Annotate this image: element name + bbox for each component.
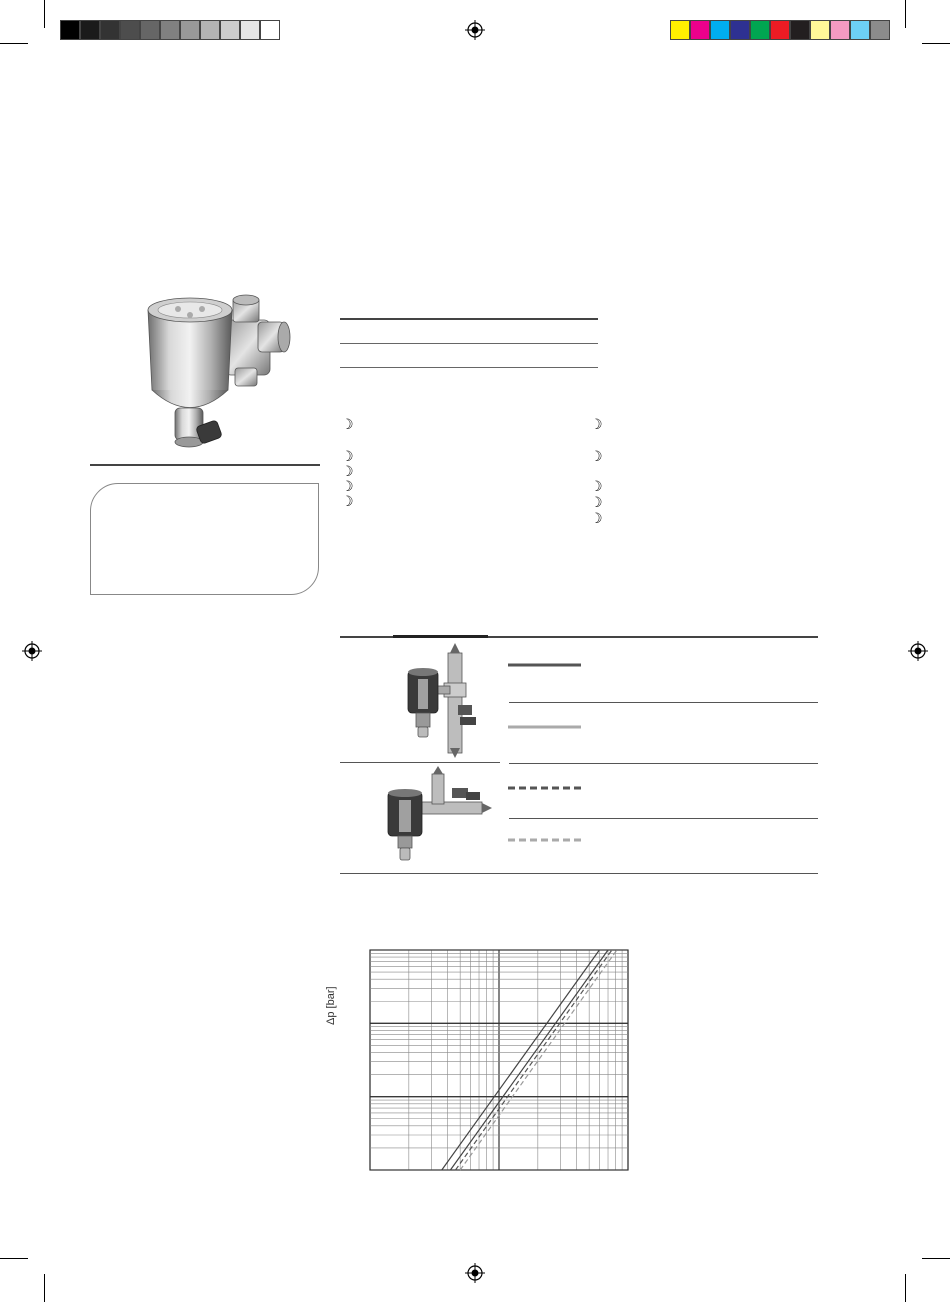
bullet-marker-right-5: ☽ — [590, 511, 603, 527]
pressure-drop-chart — [368, 948, 628, 1170]
color-swatch — [670, 20, 690, 40]
gray-swatch — [160, 20, 180, 40]
spec-table-row-rule-1 — [340, 343, 598, 344]
crop-mark-top-left-v — [44, 0, 45, 28]
chart-series-line — [460, 950, 617, 1170]
bullet-marker-left-4: ☽ — [341, 479, 354, 495]
color-swatch — [690, 20, 710, 40]
gray-swatch — [260, 20, 280, 40]
info-box — [90, 483, 319, 595]
crop-mark-bottom-right-v — [905, 1274, 906, 1302]
gray-swatch — [120, 20, 140, 40]
crop-mark-bottom-left-v — [44, 1274, 45, 1302]
color-swatch — [770, 20, 790, 40]
horizontal-installation-image — [382, 766, 492, 866]
bullet-marker-right-1: ☽ — [590, 417, 603, 433]
color-swatch — [730, 20, 750, 40]
gray-swatch — [60, 20, 80, 40]
chart-series-line — [442, 950, 600, 1170]
photo-rule — [90, 464, 320, 466]
bullet-marker-right-2: ☽ — [590, 449, 603, 465]
bullet-marker-right-3: ☽ — [590, 479, 603, 495]
color-swatch — [850, 20, 870, 40]
gray-swatch — [200, 20, 220, 40]
crop-mark-top-right-h — [922, 43, 950, 44]
install-table-divider-mid-left — [340, 762, 500, 763]
registration-mark-right — [908, 641, 928, 661]
gray-swatch — [220, 20, 240, 40]
registration-mark-bottom — [465, 1263, 485, 1283]
color-swatch — [830, 20, 850, 40]
gray-swatch — [240, 20, 260, 40]
gray-swatch — [100, 20, 120, 40]
bullet-marker-right-4: ☽ — [590, 495, 603, 511]
install-table-bottom-rule — [340, 873, 818, 874]
crop-mark-top-right-v — [905, 0, 906, 28]
crop-mark-bottom-left-h — [0, 1258, 28, 1259]
spec-table-top-rule — [340, 318, 598, 320]
legend-line-samples — [508, 660, 588, 850]
gray-swatch — [180, 20, 200, 40]
crop-mark-bottom-right-h — [922, 1258, 950, 1259]
spec-table-row-rule-2 — [340, 367, 598, 368]
bullet-marker-left-1: ☽ — [341, 417, 354, 433]
vertical-installation-image — [400, 643, 490, 758]
gray-swatch — [80, 20, 100, 40]
color-swatch — [790, 20, 810, 40]
color-swatch — [870, 20, 890, 40]
crop-mark-top-left-h — [0, 43, 28, 44]
chart-series-line — [450, 950, 608, 1170]
color-swatch — [810, 20, 830, 40]
product-image — [130, 290, 300, 455]
chart-y-axis-label: Δp [bar] — [325, 986, 337, 1025]
bullet-marker-left-2: ☽ — [341, 449, 354, 465]
registration-mark-top — [465, 20, 485, 40]
gray-swatch — [140, 20, 160, 40]
color-swatch — [750, 20, 770, 40]
registration-mark-left — [22, 641, 42, 661]
bullet-marker-left-3: ☽ — [341, 464, 354, 480]
bullet-marker-left-5: ☽ — [341, 494, 354, 510]
install-table-header-accent — [393, 635, 488, 638]
color-swatch — [710, 20, 730, 40]
